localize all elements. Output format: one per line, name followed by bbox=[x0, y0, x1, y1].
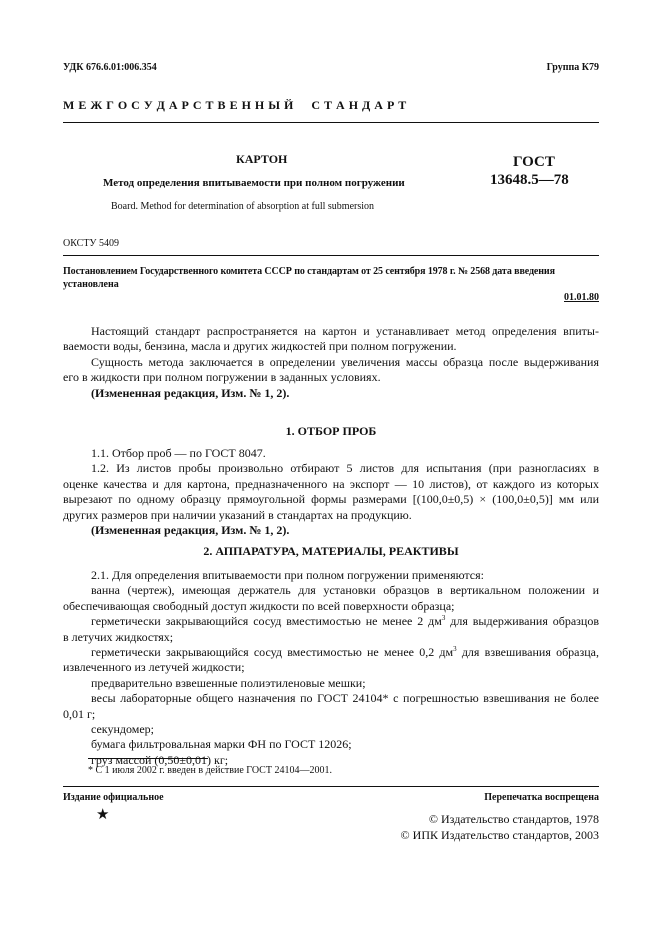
list-item-weight: груз массой (0,50±0,01) кг; bbox=[91, 752, 229, 767]
superscript: 3 bbox=[453, 645, 457, 654]
standard-type-heading: М Е Ж Г О С У Д А Р С Т В Е Н Н Ы Й С Т А Н Д А Р Т bbox=[63, 98, 407, 112]
copyright-2003: © ИПК Издательство стандартов, 2003 bbox=[400, 828, 599, 842]
amendment-note: (Измененная редакция, Изм. № 1, 2). bbox=[91, 523, 290, 538]
star-icon: ★ bbox=[96, 805, 110, 823]
section-2-heading: 2. АППАРАТУРА, МАТЕРИАЛЫ, РЕАКТИВЫ bbox=[203, 544, 459, 558]
list-item-stopwatch: секундомер; bbox=[91, 722, 155, 737]
resolution-text-cont: установлена bbox=[63, 279, 119, 290]
intro-paragraph-line: Сущность метода заключается в определении увеличения массы образца после выдерживания bbox=[91, 354, 599, 369]
vessel-1-text-cont: для выдерживания образцов bbox=[445, 614, 599, 629]
resolution-text: Постановлением Государственного комитета СССР по стандартам от 25 сентября 1978 г. № 2568 дата введения bbox=[63, 266, 555, 277]
clause-2-1: 2.1. Для определения впитываемости при полном погружении применяются: bbox=[91, 568, 484, 582]
list-item-bags: предварительно взвешенные полиэтиленовые мешки; bbox=[91, 675, 366, 690]
copyright-1978: © Издательство стандартов, 1978 bbox=[428, 812, 599, 826]
gost-label: ГОСТ bbox=[513, 154, 555, 170]
clause-1-1: 1.1. Отбор проб — по ГОСТ 8047. bbox=[91, 446, 266, 460]
intro-paragraph-line: ваемости воды, бензина, масла и других жидкостей при полном погружении. bbox=[63, 339, 457, 354]
footnote-divider bbox=[88, 758, 208, 759]
list-item-vessel-1 bbox=[63, 614, 599, 629]
section-1-body bbox=[63, 446, 599, 538]
official-edition: Издание официальное bbox=[63, 792, 164, 803]
superscript: 3 bbox=[441, 614, 446, 623]
okstu-code: ОКСТУ 5409 bbox=[63, 238, 120, 249]
footer-divider bbox=[63, 786, 599, 787]
intro-paragraph-line: его в жидкости при полном погружении в заданных условиях. bbox=[63, 370, 381, 385]
list-item-vessel-1-cont: в летучих жидкостях; bbox=[63, 629, 174, 644]
section-2-body bbox=[63, 568, 599, 768]
footnote: * С 1 июля 2002 г. введен в действие ГОСТ 24104—2001. bbox=[88, 765, 332, 776]
gost-number: 13648.5—78 bbox=[490, 172, 569, 188]
list-item-bath-cont: обеспечивающая свободный доступ жидкости по всей поверхности образца; bbox=[63, 598, 455, 613]
list-item-vessel-2 bbox=[63, 645, 599, 660]
intro-section bbox=[63, 324, 599, 401]
document-title: КАРТОН bbox=[236, 152, 288, 166]
intro-paragraph-line: Настоящий стандарт распространяется на картон и устанавливает метод определения впиты- bbox=[91, 324, 599, 338]
effective-date: 01.01.80 bbox=[564, 292, 599, 303]
list-item-bath: ванна (чертеж), имеющая держатель для установки образцов в вертикальном положении и bbox=[91, 583, 599, 598]
vessel-1-text: герметически закрывающийся сосуд вместимостью не менее 2 дм bbox=[91, 614, 442, 629]
amendment-note: (Измененная редакция, Изм. № 1, 2). bbox=[91, 385, 290, 400]
document-subtitle: Метод определения впитываемости при полном погружении bbox=[103, 177, 405, 189]
clause-1-2-line: вырезают по одному образцу прямоугольной формы размерами [(100,0±0,5) × (100,0±0,5)] мм или bbox=[63, 492, 599, 507]
list-item-filter-paper: бумага фильтровальная марки ФН по ГОСТ 12026; bbox=[91, 737, 352, 752]
clause-1-2-line: других размеров при наличии указаний в стандартах на продукцию. bbox=[63, 507, 412, 522]
group-code: Группа К79 bbox=[546, 62, 599, 73]
list-item-scales: весы лабораторные общего назначения по ГОСТ 24104* с погрешностью взвешивания не более bbox=[91, 691, 599, 706]
clause-1-2-line: оценке качества и для картона, предназначенного на экспорт — 10 листов), от каждого из которых bbox=[63, 476, 599, 491]
vessel-2-text: герметически закрывающийся сосуд вместимостью не менее 0,2 дм bbox=[91, 645, 454, 660]
list-item-scales-cont: 0,01 г; bbox=[63, 706, 96, 721]
okstu-divider bbox=[63, 255, 599, 256]
section-1-heading: 1. ОТБОР ПРОБ bbox=[285, 424, 377, 438]
clause-1-2-line: 1.2. Из листов пробы произвольно отбирают 5 листов для испытания (при разногласиях в bbox=[91, 461, 599, 476]
header-divider bbox=[63, 122, 599, 123]
reprint-prohibited: Перепечатка воспрещена bbox=[484, 792, 599, 803]
vessel-2-text-cont: для взвешивания образца, bbox=[456, 645, 599, 660]
list-item-vessel-2-cont: извлеченного из летучей жидкости; bbox=[63, 660, 245, 675]
udk-code: УДК 676.6.01:006.354 bbox=[63, 62, 157, 73]
english-title: Board. Method for determination of absorption at full submersion bbox=[111, 201, 375, 212]
